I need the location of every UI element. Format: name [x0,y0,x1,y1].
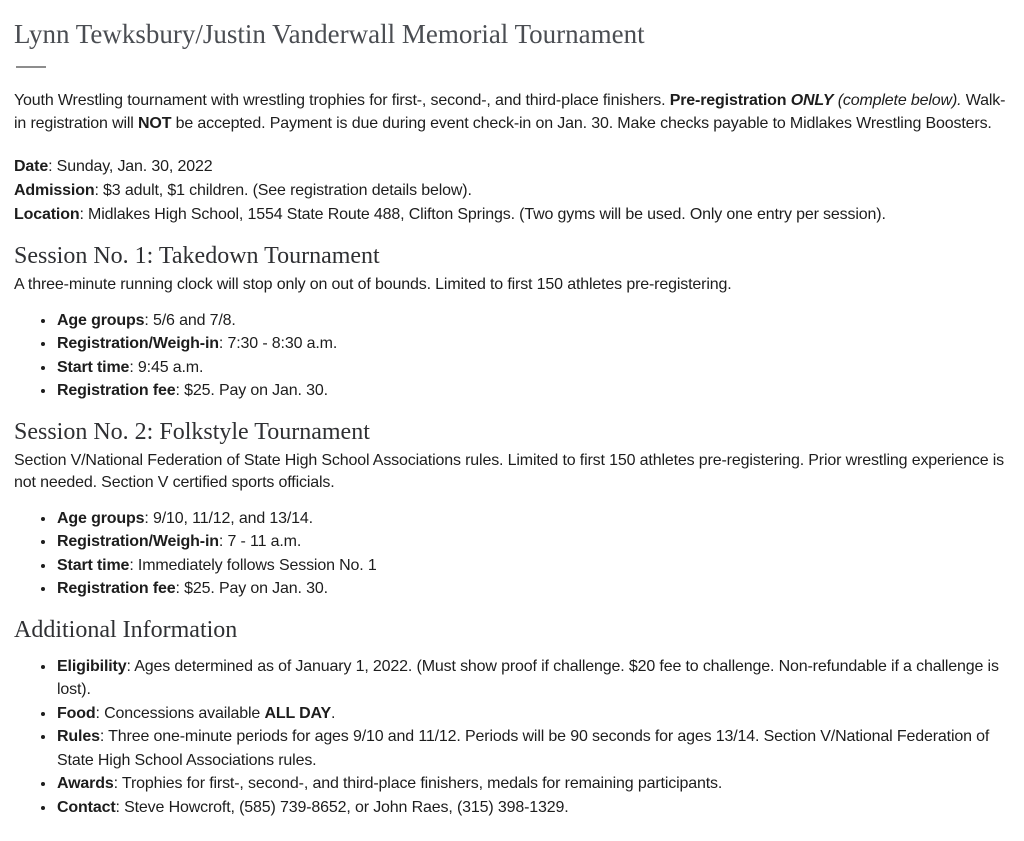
text-segment: Trophies for first-, second-, and third-place finishers, medals for remaining participants. [121,775,723,792]
text-segment: Ages determined as of January 1, 2022. (Must show proof if challenge. $20 fee to challenge. Non-refundable if a challenge is lost). [57,657,999,698]
list-item-label: Registration/Weigh-in [57,335,219,352]
page-title: Lynn Tewksbury/Justin Vanderwall Memorial Tournament [14,19,645,49]
text-segment: Pre-registration [669,92,787,109]
text-segment: 7:30 - 8:30 a.m. [227,335,338,352]
list-item: • Rules: Three one-minute periods for ages 9/10 and 11/12. Periods will be 90 seconds for ages 13/14. Section V/National Federation of State High School Associations rules. [56,725,1006,772]
event-details [14,155,1006,227]
text-segment: Youth Wrestling tournament with wrestling trophies for first-, second-, and third-place finishers. [14,92,670,109]
text-segment: . [330,704,336,722]
text-segment: Concessions available [104,704,265,722]
section-heading-session-1: Session No. 1: Takedown Tournament [14,243,380,269]
bullet-list [14,655,1006,820]
list-item: • Eligibility: Ages determined as of January 1, 2022. (Must show proof if challenge. $20 fee to challenge. Non-refundable if a challenge is lost). [56,655,1006,702]
detail-label: Admission [14,182,95,199]
list-item-label: Food [57,704,96,722]
text-segment: Immediately follows Session No. 1 [137,556,377,574]
list-item-label: Registration/Weigh-in [57,533,219,550]
section-heading-session-2: Session No. 2: Folkstyle Tournament [14,418,370,445]
section-paragraph: A three-minute running clock will stop only on out of bounds. Limited to first 150 athletes pre-registering. [14,276,732,293]
list-item: • Age groups: 9/10, 11/12, and 13/14. [56,507,1006,531]
section-heading-additional-information: Additional Information [14,616,238,643]
text-segment: ALL DAY [264,704,331,722]
list-item: • Awards: Trophies for first-, second-, and third-place finishers, medals for remaining participants. [56,772,1006,796]
title-divider [16,66,46,68]
list-item-label: Registration fee [57,580,176,597]
section-session-2 [14,417,1006,601]
list-item-label: Awards [57,775,114,792]
text-segment: 9:45 a.m. [137,358,204,376]
intro-paragraph [14,90,1006,135]
list-item: • Registration fee: $25. Pay on Jan. 30. [56,577,1006,601]
detail-line: Date: Sunday, Jan. 30, 2022 [14,158,213,175]
list-item-label: Age groups [57,509,145,527]
list-item-label: Contact [57,798,116,816]
text-segment: ONLY [790,92,834,109]
list-item: • Start time: Immediately follows Session No. 1 [56,554,1006,578]
text-segment: Three one-minute periods for ages 9/10 and 11/12. Periods will be 90 seconds for ages 13/14. Section V/National Federation of State High School Associations rules. [57,728,990,769]
text-segment: $25. Pay on Jan. 30. [184,580,328,597]
detail-line: Location: Midlakes High School, 1554 State Route 488, Clifton Springs. (Two gyms will be used. Only one entry per session). [14,206,886,223]
list-item-label: Start time [57,556,130,574]
text-segment: Walk-in registration will [14,92,1006,132]
text-segment: NOT [138,114,172,132]
section-additional-information [14,615,1006,820]
list-item-label: Age groups [57,311,145,329]
list-item-label: Rules [57,728,100,745]
list-item-label: Start time [57,358,130,376]
text-segment: be accepted. Payment is due during event check-in on Jan. 30. Make checks payable to Midlakes Wrestling Boosters. [171,114,992,132]
text-segment: 9/10, 11/12, and 13/14. [153,509,313,527]
bullet-list [14,309,1006,403]
text-segment: Steve Howcroft, (585) 739-8652, or John Raes, (315) 398-1329. [124,798,569,816]
section-session-1 [14,241,1006,403]
list-item: • Age groups: 5/6 and 7/8. [56,309,1006,333]
list-item: • Registration/Weigh-in: 7:30 - 8:30 a.m. [56,332,1006,356]
text-segment: 5/6 and 7/8. [153,311,236,329]
list-item: • Registration/Weigh-in: 7 - 11 a.m. [56,530,1006,554]
detail-line: Admission: $3 adult, $1 children. (See registration details below). [14,182,472,199]
list-item-label: Registration fee [57,382,176,399]
list-item-label: Eligibility [57,657,127,675]
detail-label: Date [14,158,49,175]
list-item: • Food: Concessions available ALL DAY. [56,702,1006,726]
text-segment: $25. Pay on Jan. 30. [184,382,328,399]
text-segment: (complete below). [833,92,962,109]
list-item: • Registration fee: $25. Pay on Jan. 30. [56,379,1006,403]
list-item: • Start time: 9:45 a.m. [56,356,1006,380]
section-paragraph: Section V/National Federation of State High School Associations rules. Limited to first 150 athletes pre-registering. Prior wrestling experience is not needed. Section V certified sports officials. [14,451,1005,491]
bullet-list [14,507,1006,601]
text-segment: 7 - 11 a.m. [227,533,302,550]
detail-label: Location [14,206,80,223]
sections-container [14,241,1006,819]
list-item: • Contact: Steve Howcroft, (585) 739-8652, or John Raes, (315) 398-1329. [56,796,1006,820]
